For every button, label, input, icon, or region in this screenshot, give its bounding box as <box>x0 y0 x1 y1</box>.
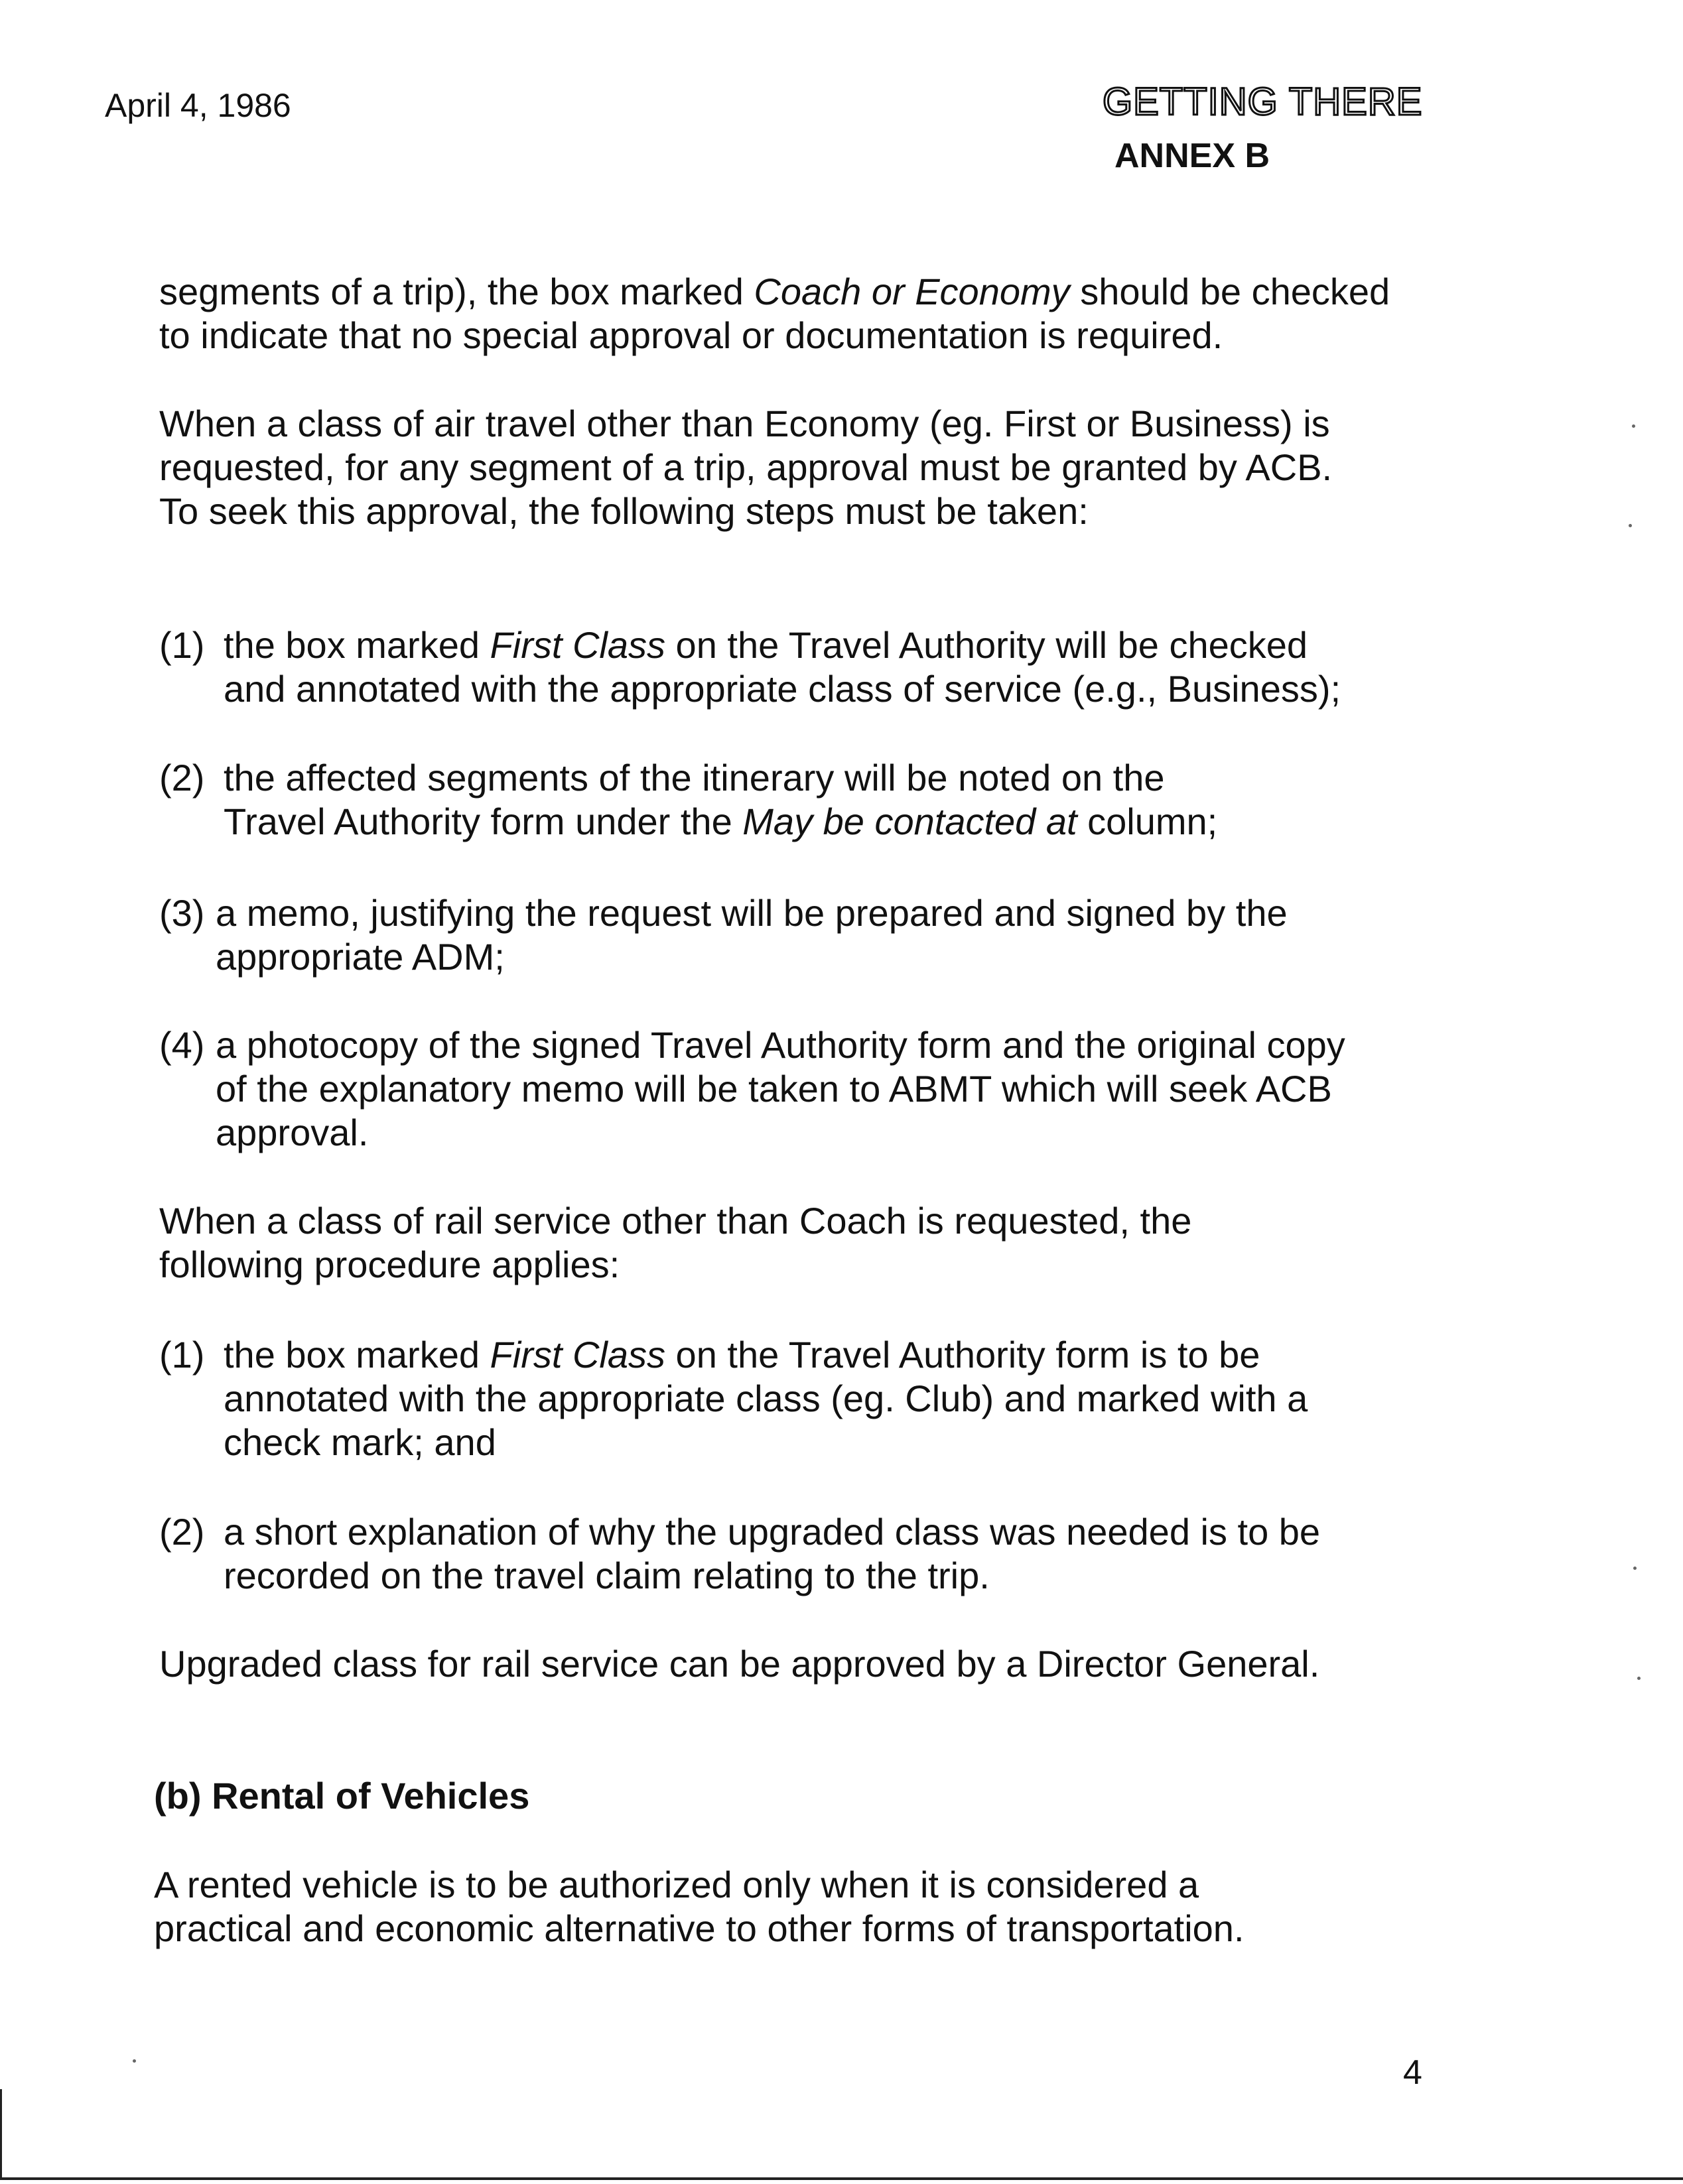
page-number: 4 <box>1403 2053 1422 2092</box>
air-line-1: When a class of air travel other than Economy (eg. First or Business) is <box>159 403 1330 444</box>
step-line: a memo, justifying the request will be prepared and signed by the <box>216 892 1288 934</box>
scan-edge-left <box>0 2089 2 2179</box>
step-text: the box marked <box>224 624 490 666</box>
scan-speck <box>1633 1567 1637 1570</box>
step-line: the affected segments of the itinerary will be noted on the <box>224 757 1165 799</box>
step-emphasis: May be contacted at <box>742 801 1077 842</box>
step-line <box>224 623 1341 667</box>
scan-speck <box>1632 424 1635 428</box>
step-line <box>224 800 1217 844</box>
annex-label: ANNEX B <box>1114 137 1270 175</box>
step-text: column; <box>1077 801 1218 842</box>
series-title: GETTING THERE <box>1103 80 1423 123</box>
scan-edge-bottom <box>0 2177 1683 2180</box>
step-line: a short explanation of why the upgraded class was needed is to be <box>224 1511 1321 1553</box>
step-line <box>224 1333 1308 1377</box>
intro-emphasis: Coach or Economy <box>754 271 1070 312</box>
air-line-3: To seek this approval, the following steps must be taken: <box>159 490 1089 532</box>
step-number: (3) <box>159 892 205 934</box>
intro-text-b: should be checked <box>1069 271 1390 312</box>
scan-speck <box>1629 524 1632 527</box>
step-text: Travel Authority form under the <box>224 801 743 842</box>
rail-line-2: following procedure applies: <box>159 1244 620 1285</box>
section-b-line-2: practical and economic alternative to other forms of transportation. <box>154 1907 1245 1949</box>
step-text: on the Travel Authority will be checked <box>665 624 1308 666</box>
scan-speck <box>1637 1677 1641 1680</box>
rail-approval-note: Upgraded class for rail service can be approved by a Director General. <box>159 1643 1320 1685</box>
step-line: a photocopy of the signed Travel Authority form and the original copy <box>216 1024 1345 1066</box>
step-line: annotated with the appropriate class (eg. Club) and marked with a <box>224 1378 1308 1419</box>
step-emphasis: First Class <box>490 624 665 666</box>
step-number: (2) <box>159 757 205 799</box>
intro-text-a: segments of a trip), the box marked <box>159 271 754 312</box>
step-line: and annotated with the appropriate class of service (e.g., Business); <box>224 668 1341 710</box>
rail-line-1: When a class of rail service other than Coach is requested, the <box>159 1200 1192 1242</box>
intro-line-2: to indicate that no special approval or documentation is required. <box>159 314 1223 356</box>
step-line: appropriate ADM; <box>216 936 505 978</box>
intro-paragraph <box>159 270 1486 357</box>
step-line: recorded on the travel claim relating to the trip. <box>224 1555 990 1596</box>
air-line-2: requested, for any segment of a trip, approval must be granted by ACB. <box>159 446 1333 488</box>
step-line: approval. <box>216 1112 369 1153</box>
document-date: April 4, 1986 <box>105 87 291 124</box>
section-b-heading: (b) Rental of Vehicles <box>154 1775 530 1817</box>
step-line: check mark; and <box>224 1421 496 1463</box>
step-line: of the explanatory memo will be taken to ABMT which will seek ACB <box>216 1068 1332 1110</box>
scan-speck <box>133 2059 136 2063</box>
section-b-paragraph <box>154 1863 1481 1951</box>
step-emphasis: First Class <box>490 1334 665 1376</box>
step-number: (4) <box>159 1024 205 1066</box>
step-number: (2) <box>159 1511 205 1553</box>
step-text: on the Travel Authority form is to be <box>665 1334 1260 1376</box>
air-travel-paragraph <box>159 402 1486 533</box>
section-b-line-1: A rented vehicle is to be authorized only when it is considered a <box>154 1864 1199 1905</box>
step-text: the box marked <box>224 1334 490 1376</box>
rail-paragraph <box>159 1199 1486 1287</box>
step-number: (1) <box>159 1334 205 1376</box>
step-number: (1) <box>159 624 205 666</box>
intro-line-1 <box>159 270 1486 314</box>
